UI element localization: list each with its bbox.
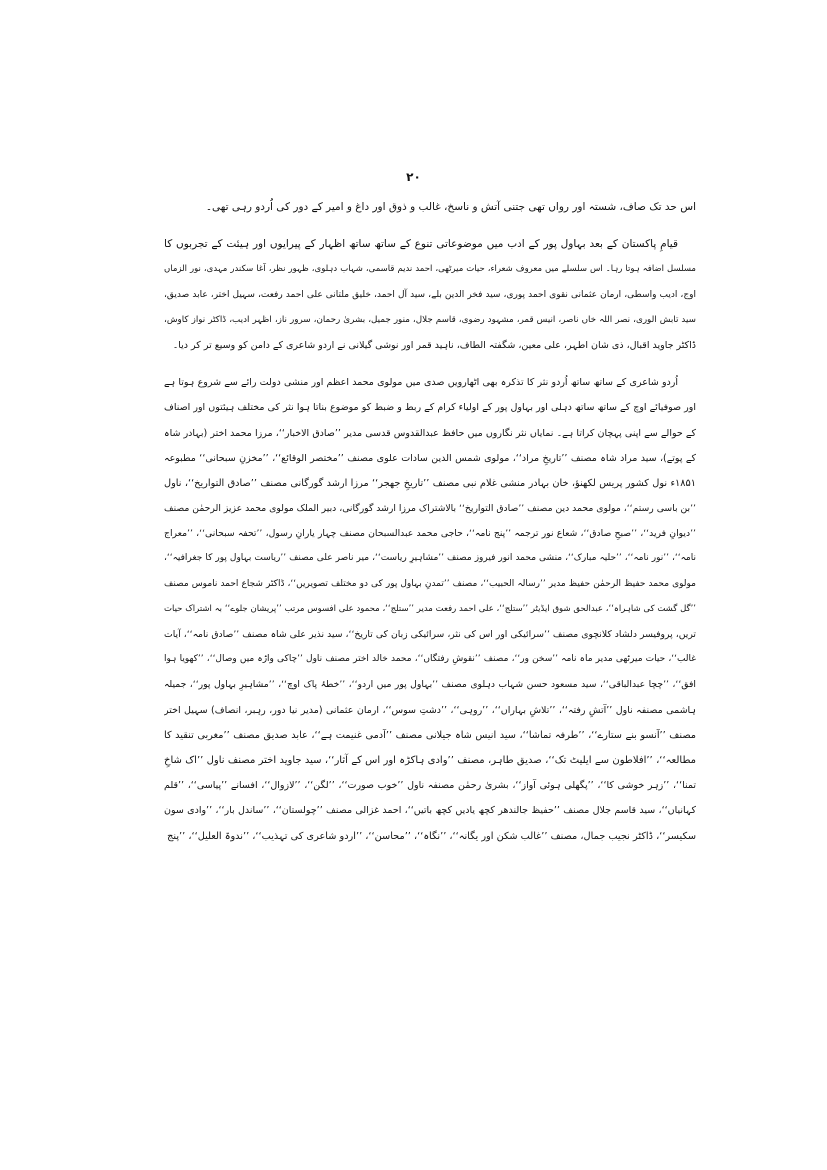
text-line: سکیسر‘‘، ڈاکٹر نجیب جمال، مصنف ’’غالب شکن اور یگانہ‘‘، ’’نگاہ‘‘، ’’محاسن‘‘، ’’اردو شاعری کی تہذیب‘‘، ’’ندوۃ العلیل‘‘، ’’پنج [167,830,696,842]
page-number: ۲۰ [406,170,421,184]
text-line: مسلسل اضافہ ہوتا رہا۔ اس سلسلے میں معروف شعراء، حیات میرٹھی، احمد ندیم قاسمی، شہاب دہلوی، ظہور نظر، آغا سکندر مہدی، نور الزماں [164,264,696,275]
text-line: اوج، ادیب واسطی، ارمان عثمانی نقوی احمد پوری، سید فخر الدین بلے، سید آل احمد، خلیق ملتانی علی احمد رفعت، سہیل اختر، عابد صدیق، [164,289,696,300]
text-line: ڈاکٹر جاوید اقبال، ذی شان اطہر، علی معین، شگفتہ الطاف، ناہید قمر اور نوشی گیلانی نے اردو شاعری کے دامن کو وسیع تر کر دیا۔ [172,339,696,351]
text-line: مولوی محمد حفیظ الرحمٰن حفیظ مدیر ’’رسالہ الحبیب‘‘، مصنف ’’تمدنِ بہاول پور کی دو مختلف تصویریں‘‘، ڈاکٹر شجاع احمد ناموس مصنف [164,578,696,589]
text-line: کے پوتے)، سید مراد شاہ مصنف ’’تاریخِ مراد‘‘، مولوی شمس الدین سادات علوی مصنف ’’مختصر الوقائع‘‘، ’’مخزنِ سبحانی‘‘ مطبوعہ [164,452,696,464]
text-line: قیامِ پاکستان کے بعد بہاول پور کے ادب میں موضوعاتی تنوع کے ساتھ ساتھ اظہار کے پیرایوں اور ہیئت کے تجربوں کا [164,238,678,251]
body-text [164,195,696,849]
paragraph-gap [164,358,696,370]
text-line: ۱۸۵۱ء نول کشور پریس لکھنؤ، خان بہادر منشی غلام نبی مصنف ’’تاریخِ جھجر‘‘ مرزا ارشد گورگانی مصنف ’’صادق التواریخ‘‘، ناول [164,477,696,489]
text-line: تریں، پروفیسر دلشاد کلانچوی مصنف ’’سرائیکی اور اس کی نثر، سرائیکی زبان کی تاریخ‘‘، سید نذیر علی شاہ مصنف ’’صادق نامہ‘‘، آیات [164,629,696,640]
text-line: کہانیاں‘‘، سید قاسم جلال مصنف ’’حفیظ جالندھر کچھ یادیں کچھ باتیں‘‘، احمد غزالی مصنف ’’چولستان‘‘، ’’ساندل بار‘‘، ’’وادی سون [164,805,696,817]
text-line: افق‘‘، ’’چچا عبدالباقی‘‘، سید مسعود حسن شہاب دہلوی مصنف ’’بہاول پور میں اردو‘‘، ’’خطۂ پاک اوچ‘‘، ’’مشاہیرِ بہاول پور‘‘، جمیلہ [164,679,696,691]
text-line: مصنف ’’آنسو بنے ستارے‘‘، ’’طرفہ تماشا‘‘، سید انیس شاہ جیلانی مصنف ’’آدمی غنیمت ہے‘‘، عابد صدیق مصنف ’’مغربی تنقید کا [164,729,696,741]
text-line: اور صوفیائے اوچ کے ساتھ ساتھ دہلی اور بہاول پور کے اولیاء کرام کے ربط و ضبط کو موضوع بناتا ہوا نثر کی مختلف ہیئتوں اور اصناف [164,402,696,414]
text-line: ’’گل گشت کی شاہراہ‘‘، عبدالحق شوق ایڈیٹر ’’ستلج‘‘، علی احمد رفعت مدیر ’’ستلج‘‘، محمود علی افسوس مرتب ’’پریشان جلوے‘‘ بہ اشتراک حیات [164,603,696,614]
text-line: تمنا‘‘، ’’زہر خوشی کا‘‘، ’’پگھلی ہوئی آواز‘‘، بشریٰ رحمٰن مصنفہ ناول ’’خوب صورت‘‘، ’’لگن‘‘، ’’لازوال‘‘، افسانے ’’پیاسی‘‘، ’’قلم [164,780,696,792]
text-line: ’’دیوانِ فرید‘‘، ’’صبحِ صادق‘‘، شعاع نور ترجمہ ’’پنج نامہ‘‘، حاجی محمد عبدالسبحان مصنف چہار یارانِ رسول، ’’تحفہ سبحانی‘‘، ’’معراج [164,528,696,540]
text-line: اُردو شاعری کے ساتھ ساتھ اُردو نثر کا تذکرہ بھی اٹھارویں صدی میں مولوی محمد اعظم اور منشی دولت رائے سے شروع ہوتا ہے [164,377,678,389]
text-line: اس حد تک صاف، شستہ اور رواں تھی جتنی آتش و ناسخ، غالب و ذوق اور داغ و امیر کے دور کی اُردو رہی تھی۔ [205,201,696,213]
text-line: کے حوالے سے اپنی پہچان کراتا ہے۔ نمایاں نثر نگاروں میں حافظ عبدالقدوس قدسی مدیر ’’صادق الاخبار‘‘، مرزا محمد اختر (بہادر شاہ [164,427,696,439]
text-line: ہاشمی مصنفہ ناول ’’آتشِ رفتہ‘‘، ’’تلاشِ بہاراں‘‘، ’’روہی‘‘، ’’دشتِ سوس‘‘، ارمان عثمانی (مدیر نیا دور، رہبر، انصاف) سہیل اختر [164,704,696,716]
text-line: غالب‘‘، حیات میرٹھی مدیر ماہ نامہ ’’سخن ور‘‘، مصنف ’’نقوشِ رفتگاں‘‘، محمد خالد اختر مصنف ناول ’’چاکی واڑہ میں وصال‘‘، ’’کھویا ہوا [164,654,696,665]
text-line: مطالعہ‘‘، ’’افلاطون سے ایلیٹ تک‘‘، صدیق طاہر، مصنف ’’وادی ہاکڑہ اور اس کے آثار‘‘، سید جاوید اختر مصنف ناول ’’اک شاخِ [164,754,696,766]
text-line: ’’بن باسی رستم‘‘، مولوی محمد دین مصنف ’’صادق التواریخ‘‘ بالاشتراک مرزا ارشد گورگانی، دبیر الملک مولوی محمد عزیز الرحمٰن مصنف [164,503,696,515]
text-line: نامہ‘‘، ’’نور نامہ‘‘، ’’حلیہ مبارک‘‘، منشی محمد انور فیروز مصنف ’’مشاہیرِ ریاست‘‘، میر ناصر علی مصنف ’’ریاست بہاول پور کا جغرافیہ‘‘، [164,553,696,564]
paragraph-gap [164,220,696,232]
text-line: سید تابش الوری، نصر اللہ خاں ناصر، انیس قمر، مشہود رضوی، قاسم جلال، منور جمیل، بشریٰ رحمان، سرور ناز، اظہر ادیب، ڈاکٹر نواز کاوش، [164,314,696,325]
